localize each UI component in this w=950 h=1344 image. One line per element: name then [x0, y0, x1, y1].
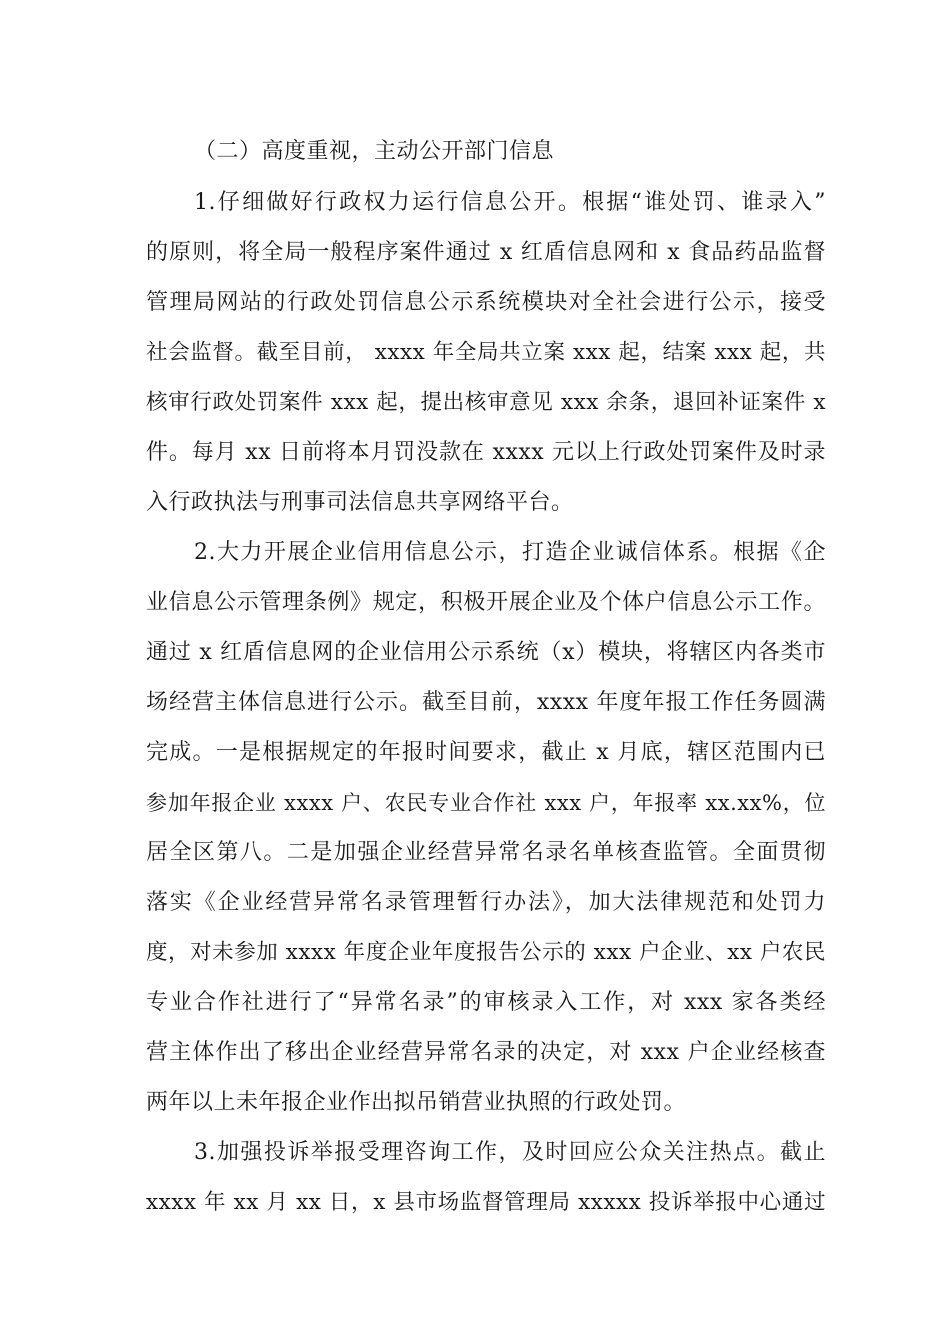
paragraph-2-line: 通过 x 红盾信息网的企业信用公示系统（x）模块，将辖区内各类市	[146, 640, 826, 665]
paragraph-2-line: 度，对未参加 xxxx 年度企业年度报告公示的 xxx 户企业、xx 户农民	[146, 940, 826, 965]
paragraph-3-line: 3.加强投诉举报受理咨询工作，及时回应公众关注热点。截止	[194, 1140, 826, 1165]
paragraph-1-line: 管理局网站的行政处罚信息公示系统模块对全社会进行公示，接受	[146, 290, 826, 315]
paragraph-2-line: 两年以上未年报企业作出拟吊销营业执照的行政处罚。	[146, 1090, 687, 1115]
paragraph-1-line: 社会监督。截至目前， xxxx 年全局共立案 xxx 起，结案 xxx 起，共	[146, 340, 826, 365]
paragraph-2-line: 业信息公示管理条例》规定，积极开展企业及个体户信息公示工作。	[146, 590, 826, 615]
paragraph-1-line: 核审行政处罚案件 xxx 起，提出核审意见 xxx 余条，退回补证案件 x	[146, 390, 826, 415]
paragraph-2-line: 完成。一是根据规定的年报时间要求，截止 x 月底，辖区范围内已	[146, 740, 826, 765]
paragraph-2-line: 专业合作社进行了“异常名录”的审核录入工作，对 xxx 家各类经	[146, 990, 826, 1015]
paragraph-1-line: 的原则，将全局一般程序案件通过 x 红盾信息网和 x 食品药品监督	[146, 240, 826, 265]
paragraph-2-line: 场经营主体信息进行公示。截至目前，xxxx 年度年报工作任务圆满	[146, 690, 826, 715]
paragraph-2-line: 营主体作出了移出企业经营异常名录的决定，对 xxx 户企业经核查	[146, 1040, 826, 1065]
paragraph-1-line: 1.仔细做好行政权力运行信息公开。根据“谁处罚、谁录入”	[194, 190, 826, 215]
paragraph-2-line: 参加年报企业 xxxx 户、农民专业合作社 xxx 户，年报率 xx.xx%，位	[146, 791, 826, 815]
paragraph-1-line: 入行政执法与刑事司法信息共享网络平台。	[146, 490, 574, 515]
section-heading: （二）高度重视，主动公开部门信息	[194, 139, 555, 164]
paragraph-2-line: 居全区第八。二是加强企业经营异常名录名单核查监管。全面贯彻	[146, 840, 826, 865]
paragraph-3-line: xxxx 年 xx 月 xx 日，x 县市场监督管理局 xxxxx 投诉举报中心通过	[146, 1190, 826, 1215]
paragraph-2-line: 落实《企业经营异常名录管理暂行办法》，加大法律规范和处罚力	[146, 890, 826, 915]
paragraph-1-line: 件。每月 xx 日前将本月罚没款在 xxxx 元以上行政处罚案件及时录	[146, 440, 826, 465]
paragraph-2-line: 2.大力开展企业信用信息公示，打造企业诚信体系。根据《企	[194, 540, 826, 565]
